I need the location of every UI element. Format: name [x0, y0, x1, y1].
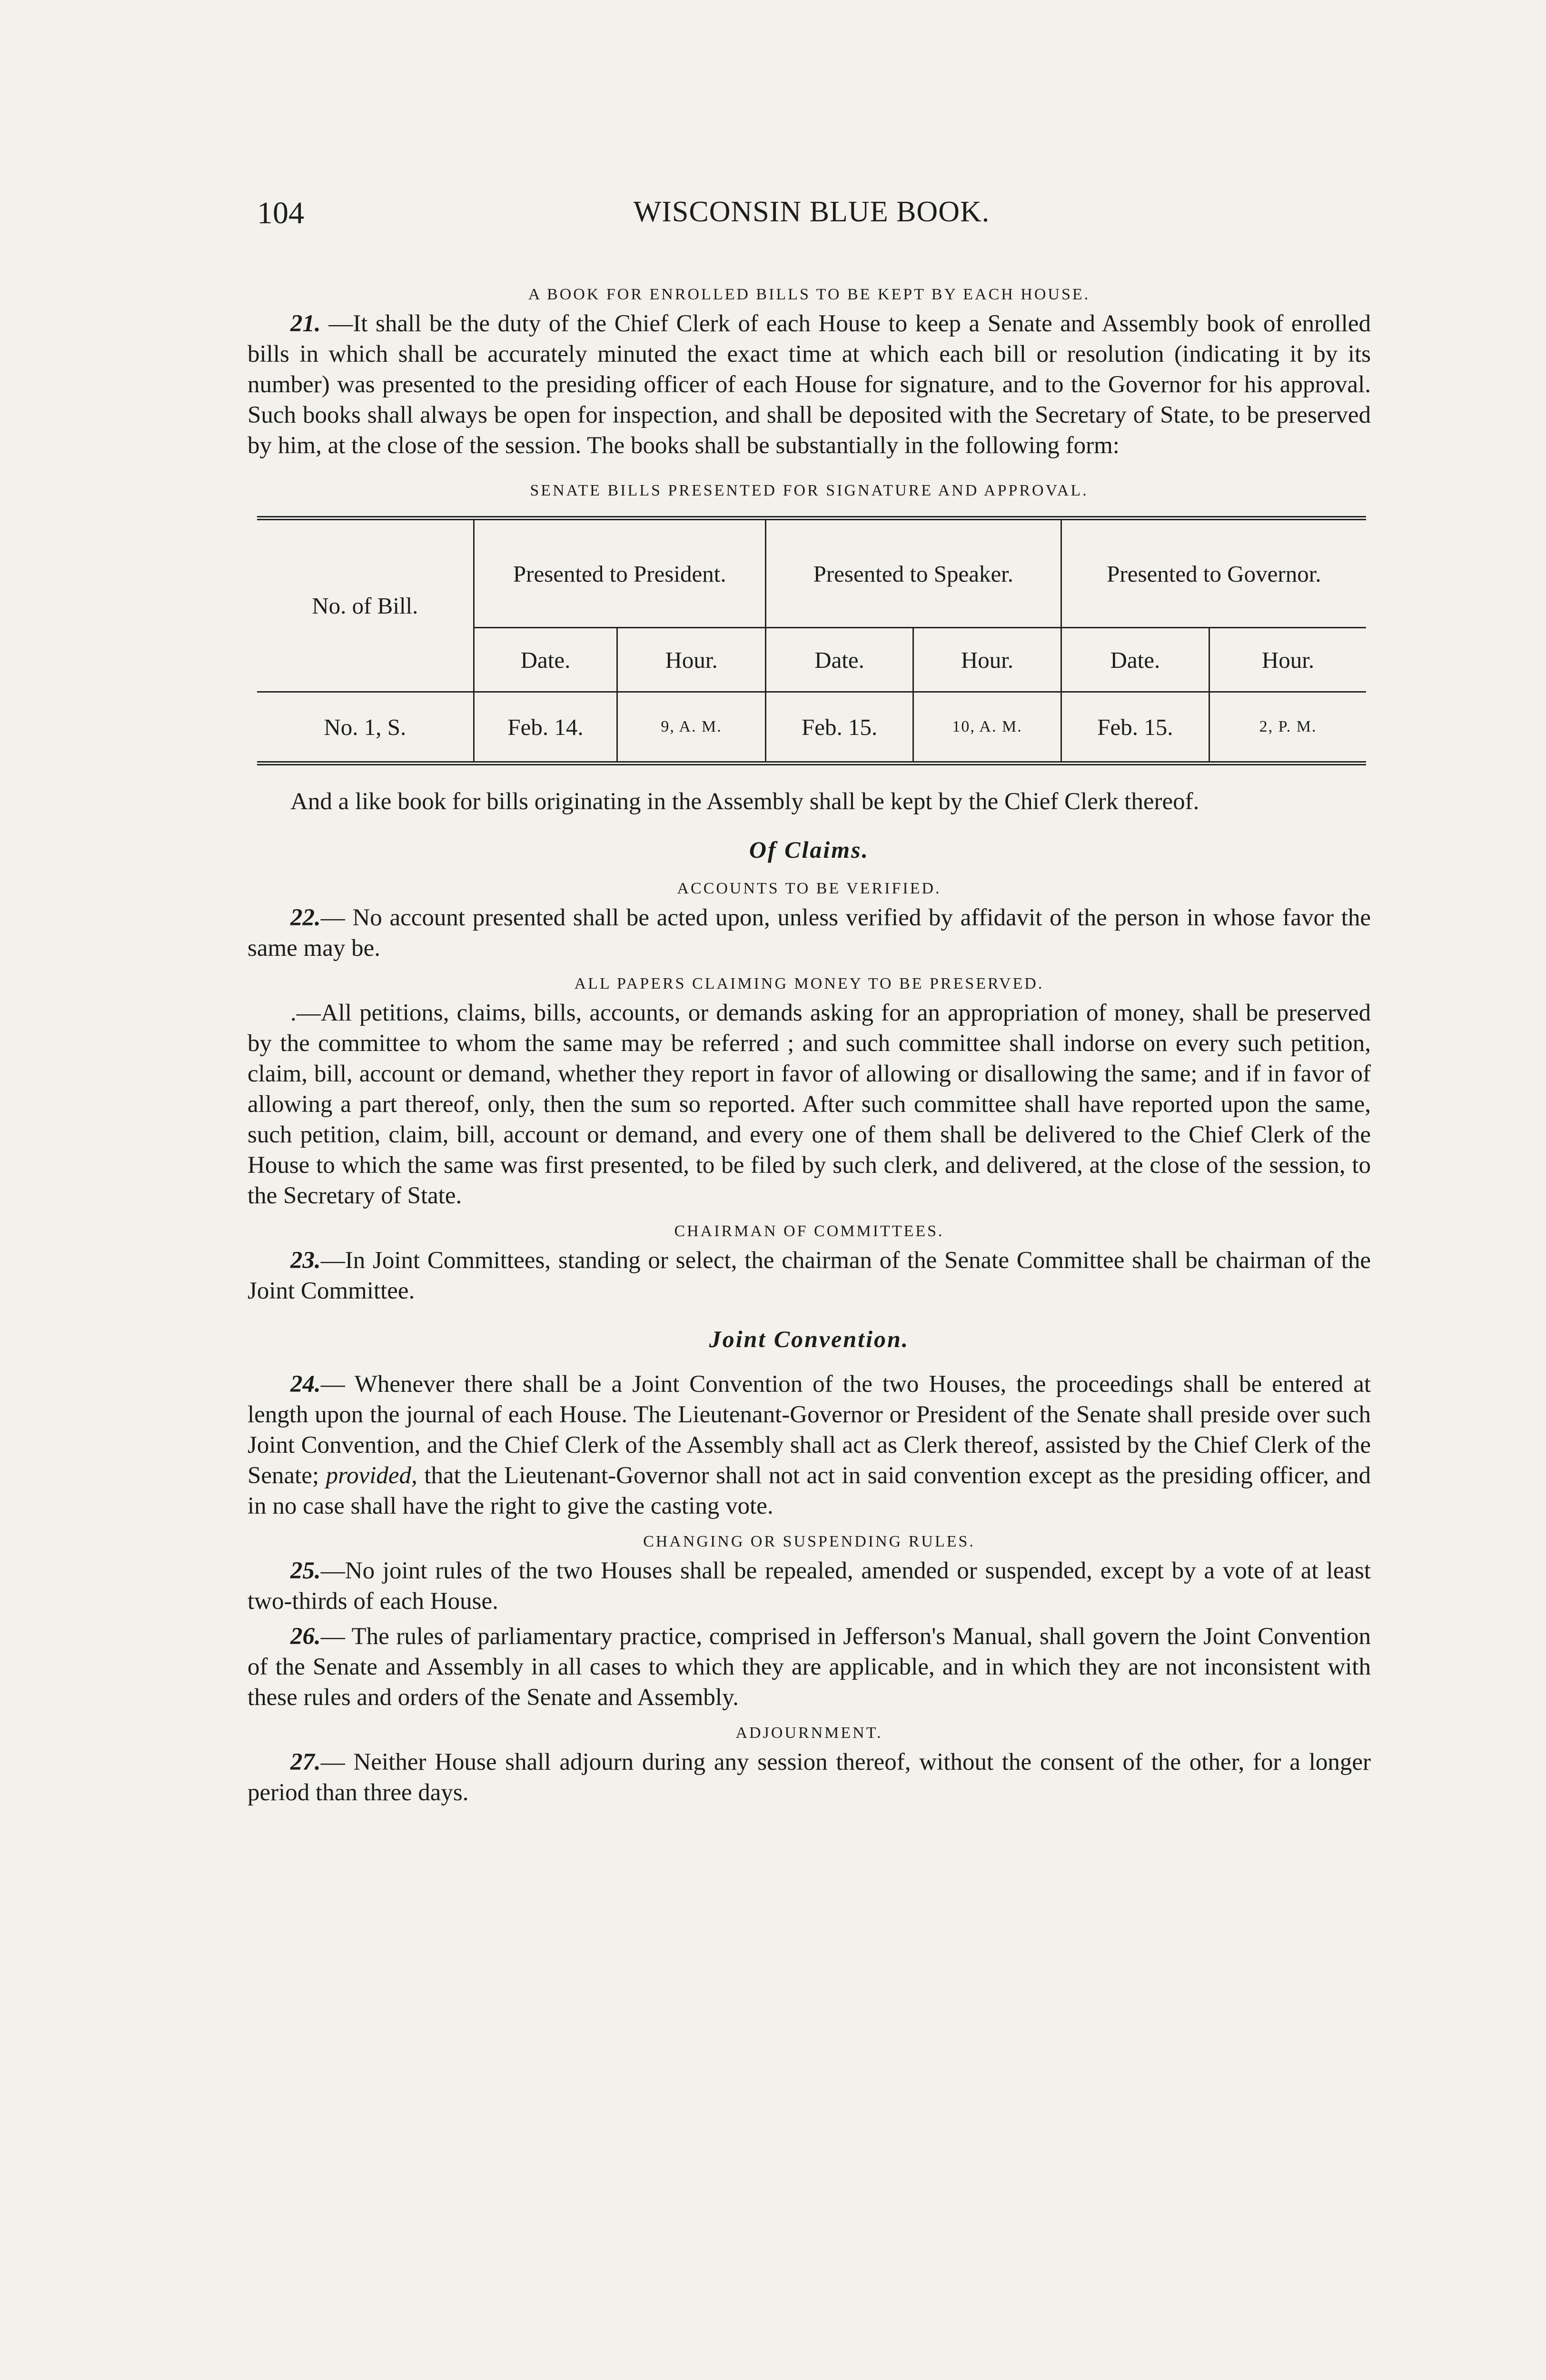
rule-text: —It shall be the duty of the Chief Clerk of each House to keep a Senate and Assembly book of enrolled bills in which shall be accurately minuted the exact time at which each bill or resolution (indicating it by its number) was presented to the presiding officer of each House for signature, and to the Governor for his approval. Such books shall always be open for inspection, and shall be deposited with the Secretary of State, to be preserved by him, at the close of the session. The books shall be substantially in the following form:	[248, 310, 1371, 459]
cell-bill: No. 1, S.	[324, 714, 406, 740]
rule-number: 24.	[290, 1371, 321, 1398]
rule-number: 23.	[290, 1247, 321, 1274]
rule-text: — Whenever there shall be a Joint Convention of the two Houses, the proceedings shall be entered at length upon the journal of each House. The Lieutenant-Governor or President of the Senate shall preside over such Joint Convention, and the Chief Clerk of the Assembly shall act as Clerk thereof, assisted by the Chief Clerk of the Senate;	[248, 1371, 1371, 1489]
cell-governor-date: Feb. 15.	[1061, 692, 1209, 764]
rule-text: — No account presented shall be acted upon, unless verified by affidavit of the person in whose favor the same may be.	[248, 904, 1371, 962]
rule-24	[248, 1369, 1371, 1521]
heading-changing-rules: CHANGING OR SUSPENDING RULES.	[643, 1533, 975, 1550]
rule-number: 26.	[290, 1623, 321, 1650]
rule-text: that the Lieutenant-Governor shall not act in said convention except as the presiding officer, and in no case shall have the right to give the casting vote.	[248, 1462, 1371, 1519]
rule-number: 21.	[290, 310, 321, 337]
rule-text: — The rules of parliamentary practice, comprised in Jefferson's Manual, shall govern the Joint Convention of the Senate and Assembly in all cases to which they are applicable, and in which they are not inconsistent with these rules and orders of the Senate and Assembly.	[248, 1623, 1371, 1711]
cell-president-date: Feb. 14.	[474, 692, 617, 764]
cell-governor-hour: 2, P. M.	[1209, 692, 1366, 764]
table-row	[257, 692, 1366, 764]
table-caption: SENATE BILLS PRESENTED FOR SIGNATURE AND APPROVAL.	[530, 482, 1089, 499]
heading-enrolled-bills: A BOOK FOR ENROLLED BILLS TO BE KEPT BY EACH HOUSE.	[528, 286, 1090, 303]
heading-papers: ALL PAPERS CLAIMING MONEY TO BE PRESERVED.	[574, 975, 1044, 992]
heading-chairman: CHAIRMAN OF COMMITTEES.	[674, 1222, 944, 1240]
rule-26	[248, 1621, 1371, 1713]
page-content	[248, 286, 1371, 1808]
page-header	[257, 195, 1366, 243]
col-header-bill: No. of Bill.	[257, 518, 474, 692]
section-title-joint-convention: Joint Convention.	[709, 1326, 910, 1352]
rule-number: 27.	[290, 1749, 321, 1775]
col-header-president: Presented to President.	[474, 518, 765, 628]
rule-text: —In Joint Committees, standing or select, the chairman of the Senate Committee shall be chairman of the Joint Committee.	[248, 1247, 1371, 1304]
col-header-date: Date.	[765, 628, 913, 692]
running-title: WISCONSIN BLUE BOOK.	[633, 196, 990, 228]
section-title-claims: Of Claims.	[749, 836, 870, 863]
rule-22	[248, 902, 1371, 963]
col-header-hour: Hour.	[913, 628, 1061, 692]
col-header-date: Date.	[474, 628, 617, 692]
rule-25	[248, 1556, 1371, 1616]
page-number: 104	[257, 196, 304, 230]
cell-speaker-date: Feb. 15.	[765, 692, 913, 764]
cell-president-hour: 9, A. M.	[617, 692, 766, 764]
col-header-speaker: Presented to Speaker.	[765, 518, 1061, 628]
rule-papers: .—All petitions, claims, bills, accounts, or demands asking for an appropriation of money, shall be preserved by the committee to whom the same may be referred ; and such committee shall indorse on every such petition, claim, bill, account or demand, whether they report in favor of allowing or disallowing the same; and if in favor of allowing a part thereof, only, then the sum so reported. After such committee shall have reported upon the same, such petition, claim, bill, account or demand, and every one of them shall be delivered to the Chief Clerk of the House to which the same was first presented, to be filed by such clerk, and delivered, at the close of the session, to the Secretary of State.	[248, 1000, 1371, 1209]
heading-accounts: ACCOUNTS TO BE VERIFIED.	[677, 880, 941, 897]
rule-text-provided: provided,	[326, 1462, 417, 1489]
assembly-book-note: And a like book for bills originating in the Assembly shall be kept by the Chief Clerk thereof.	[290, 788, 1199, 815]
rule-23	[248, 1245, 1371, 1306]
enrolled-bills-table	[257, 516, 1366, 765]
rule-number: 25.	[290, 1557, 321, 1584]
rule-27	[248, 1747, 1371, 1808]
rule-text: —No joint rules of the two Houses shall be repealed, amended or suspended, except by a vote of at least two-thirds of each House.	[248, 1557, 1371, 1615]
rule-number: 22.	[290, 904, 321, 931]
rule-21	[248, 308, 1371, 461]
cell-speaker-hour: 10, A. M.	[913, 692, 1061, 764]
rule-text: — Neither House shall adjourn during any session thereof, without the consent of the other, for a longer period than three days.	[248, 1749, 1371, 1806]
col-header-hour: Hour.	[617, 628, 766, 692]
col-header-governor: Presented to Governor.	[1061, 518, 1366, 628]
col-header-date: Date.	[1061, 628, 1209, 692]
col-header-hour: Hour.	[1209, 628, 1366, 692]
heading-adjournment: ADJOURNMENT.	[735, 1724, 883, 1742]
